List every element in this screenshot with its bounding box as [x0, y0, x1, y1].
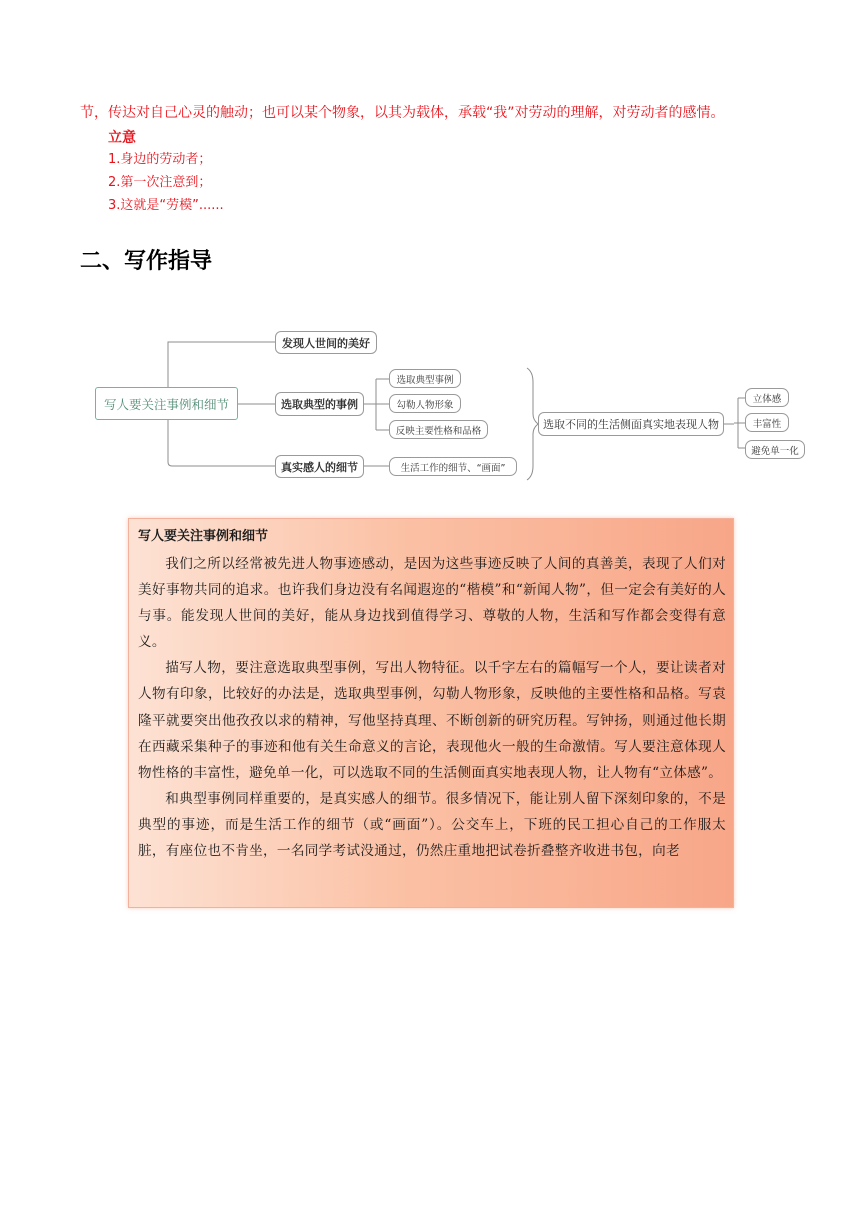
- mindmap-root: 写人要关注事例和细节: [95, 387, 238, 420]
- mindmap-typical-item-3: 反映主要性格和品格: [389, 420, 488, 439]
- text-box-paragraph-2: 描写人物，要注意选取典型事例，写出人物特征。以千字左右的篇幅写一个人，要让读者对人物有印象，比较好的办法是，选取典型事例，勾勒人物形象，反映他的主要性格和品格。写袁隆平就要突出他孜孜以求的精神，写他坚持真理、不断创新的研究历程。写钟扬，则通过他长期在西藏采集种子的事迹和他有关生命意义的言论，表现他火一般的生命激情。写人要注意体现人物性格的丰富性，避免单一化，可以选取不同的生活侧面真实地表现人物，让人物有“立体感”。: [138, 660, 726, 781]
- liyi-point-2: 2.第一次注意到；: [108, 175, 212, 190]
- guidance-text-box: [128, 518, 734, 908]
- mindmap-right-item-2: 丰富性: [745, 413, 789, 432]
- text-box-body: [138, 551, 726, 864]
- liyi-heading: 立意: [108, 130, 136, 146]
- mindmap-right-item-1: 立体感: [745, 388, 789, 407]
- mindmap-detail-item: 生活工作的细节、“画面”: [389, 457, 517, 476]
- mindmap-right-item-3: 避免单一化: [745, 440, 805, 459]
- mind-map: [0, 320, 860, 490]
- text-box-paragraph-1: 我们之所以经常被先进人物事迹感动，是因为这些事迹反映了人间的真善美，表现了人们对美好事物共同的追求。也许我们身边没有名闻遐迩的“楷模”和“新闻人物”，但一定会有美好的人与事。能发现人世间的美好，能从身边找到值得学习、尊敬的人物，生活和写作都会变得有意义。: [138, 556, 726, 651]
- mindmap-branch-detail: 真实感人的细节: [275, 455, 364, 478]
- section-heading: 二、写作指导: [80, 249, 213, 274]
- text-box-title: 写人要关注事例和细节: [138, 529, 269, 544]
- intro-text-line: 节，传达对自己心灵的触动；也可以某个物象，以其为载体，承载“我”对劳动的理解，对劳动者的感情。: [80, 105, 725, 121]
- mindmap-branch-beauty: 发现人世间的美好: [275, 331, 377, 354]
- liyi-point-3: 3.这就是“劳模”......: [108, 198, 224, 213]
- mindmap-typical-item-1: 选取典型事例: [389, 369, 461, 388]
- mindmap-middle-node: 选取不同的生活侧面真实地表现人物: [538, 412, 724, 436]
- mindmap-branch-typical: 选取典型的事例: [275, 392, 364, 416]
- text-box-paragraph-3: 和典型事例同样重要的，是真实感人的细节。很多情况下，能让别人留下深刻印象的，不是典型的事迹，而是生活工作的细节（或“画面”）。公交车上，下班的民工担心自己的工作服太脏，有座位也不肯坐，一名同学考试没通过，仍然庄重地把试卷折叠整齐收进书包，向老: [138, 790, 726, 860]
- liyi-point-1: 1.身边的劳动者；: [108, 152, 212, 167]
- mindmap-typical-item-2: 勾勒人物形象: [389, 394, 461, 413]
